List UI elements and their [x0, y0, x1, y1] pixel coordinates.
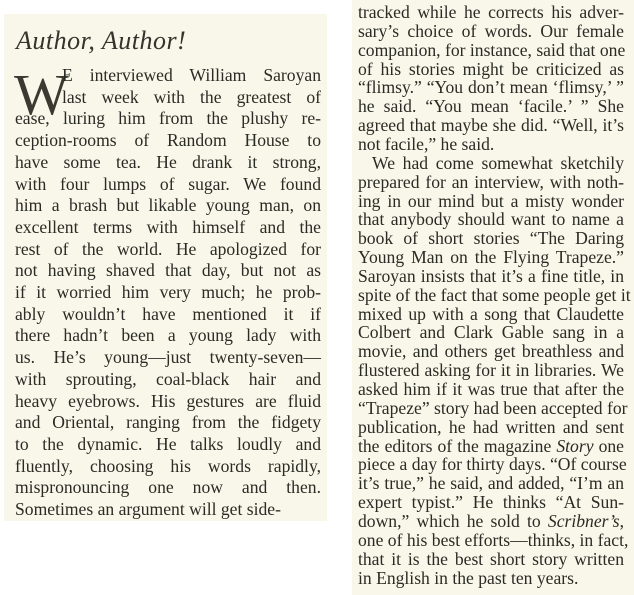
text-line: if it worried him very much; he prob- — [15, 282, 321, 302]
text-line: us. He’s young—just twenty-seven— — [15, 347, 321, 368]
italic-title: Scribner’s — [547, 510, 620, 531]
text-line: ception-rooms of Random House to — [15, 130, 321, 151]
text-line: asked him if it was true that after the — [358, 379, 624, 399]
text-line: expert typist.” He thinks “At Sun- — [358, 492, 624, 513]
text-line: rest of the world. He apologized for — [15, 238, 321, 259]
text-line: of his stories might be criticized as — [358, 58, 624, 79]
text-line: last week with the greatest of — [62, 86, 321, 107]
text-line: there hadn’t been a young lady with — [15, 325, 321, 346]
text-line: the editors of the magazine Story one — [358, 435, 624, 456]
text-line: E interviewed William Saroyan — [62, 65, 321, 85]
text-line: publication, he had written and sent — [358, 416, 624, 437]
text-line: Sometimes an argument will get side- — [15, 499, 281, 519]
text-line: to the dynamic. He talks loudly and — [15, 433, 321, 454]
text-line: down,” which he sold to Scribner’s, — [358, 510, 624, 531]
text-line: and Oriental, ranging from the fidgety — [15, 412, 321, 433]
text-line: fluently, choosing his words rapidly, — [15, 455, 321, 476]
text-line: have some tea. He drank it strong, — [15, 151, 321, 172]
text-line: in English in the past ten years. — [358, 567, 579, 588]
text-line: “Trapeze” story had been accepted for — [358, 397, 628, 418]
text-line: companion, for instance, said that one — [358, 39, 626, 60]
text-line: sary’s choice of words. Our female — [358, 20, 624, 41]
left-column — [4, 14, 327, 521]
text-line: not having shaved that day, but not as — [15, 260, 321, 281]
article-title: Author, Author! — [16, 26, 187, 55]
text-line: ease, luring him from the plushy re- — [15, 108, 321, 129]
italic-title: Story — [556, 435, 594, 456]
text-line: book of short stories “The Daring — [358, 228, 624, 249]
right-column — [352, 0, 634, 595]
text-line: mixed up with a song that Claudette — [358, 303, 624, 324]
text-line: Young Man on the Flying Trapeze.” — [358, 247, 624, 268]
text-line: with sprouting, coal-black hair and — [15, 368, 321, 389]
text-line: he said. “You mean ‘facile.’ ” She — [358, 96, 624, 117]
text-line: heavy eyebrows. His gestures are fluid — [15, 390, 321, 411]
text-line: that it is the best short story written — [358, 548, 624, 569]
text-line: ing in our mind but a misty wonder — [358, 190, 624, 211]
drop-cap: W — [14, 62, 69, 127]
text-line: agreed that maybe she did. “Well, it’s — [358, 115, 624, 136]
text-line: not facile,” he said. — [358, 133, 495, 154]
text-line: flustered asking for it in libraries. We — [358, 360, 624, 381]
text-line: We had come somewhat sketchily — [372, 152, 624, 173]
text-line: spite of the fact that some people get it — [358, 284, 631, 305]
text-line: mispronouncing one now and then. — [15, 477, 321, 498]
text-line: that anybody should want to name a — [358, 209, 624, 230]
text-line: piece a day for thirty days. “Of course — [358, 454, 627, 475]
text-line: one of his best efforts—thinks, in fact, — [358, 529, 629, 550]
text-line: tracked while he corrects his adver- — [358, 2, 624, 22]
text-line: Saroyan insists that it’s a fine title, in — [358, 265, 624, 286]
text-line: prepared for an interview, with noth- — [358, 171, 624, 192]
text-line: Colbert and Clark Gable sang in a — [358, 322, 624, 343]
text-line: “flimsy.” “You don’t mean ‘flimsy,’ ” — [358, 77, 624, 98]
text-line: movie, and others get breathless and — [358, 341, 624, 362]
text-line: excellent terms with himself and the — [15, 216, 321, 237]
text-line: ably wouldn’t have mentioned it if — [15, 303, 321, 324]
text-line: it’s true,” he said, and added, “I’m an — [358, 473, 624, 494]
text-line: him a brash but likable young man, on — [15, 195, 321, 216]
text-line: with four lumps of sugar. We found — [15, 173, 321, 194]
